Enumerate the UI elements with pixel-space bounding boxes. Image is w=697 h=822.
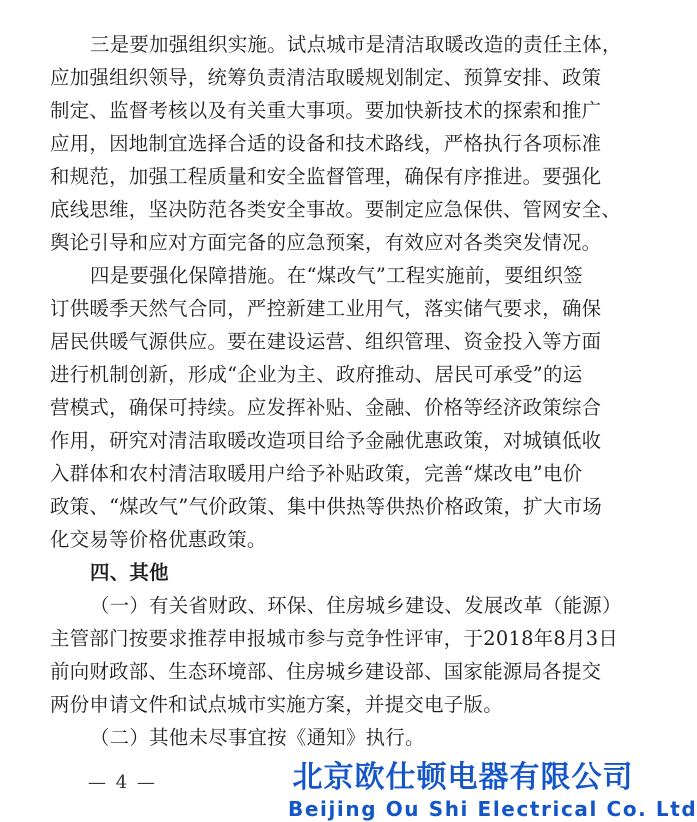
paragraph-line: 化交易等价格优惠政策。 [50, 528, 267, 551]
section-heading: 四、其他 [90, 561, 169, 584]
page-number: — 4 — [88, 772, 157, 793]
paragraph-line: 应用，因地制宜选择合适的设备和技术路线，严格执行各项标准 [50, 132, 602, 155]
paragraph-line: 四是要强化保障措施。在“煤改气”工程实施前，要组织签 [90, 264, 583, 287]
paragraph-line: 和规范，加强工程质量和安全监督管理，确保有序推进。要强化 [50, 165, 602, 188]
watermark-company-name-cn: 北京欧仕顿电器有限公司 [292, 760, 634, 795]
paragraph-line: 制定、监督考核以及有关重大事项。要加快新技术的探索和推广 [50, 99, 602, 122]
paragraph-line: 订供暖季天然气合同，严控新建工业用气，落实储气要求，确保 [50, 297, 602, 320]
paragraph-line: 主管部门按要求推荐申报城市参与竞争性评审，于2018年8月3日 [50, 627, 619, 650]
company-watermark [288, 760, 697, 822]
paragraph-line: 进行机制创新，形成“企业为主、政府推动、居民可承受”的运 [50, 363, 583, 386]
paragraph-line: 政策、“煤改气”气价政策、集中供热等供热价格政策，扩大市场 [50, 495, 603, 518]
paragraph-line: 作用，研究对清洁取暖改造项目给予金融优惠政策，对城镇低收 [50, 429, 602, 452]
paragraph-line: 入群体和农村清洁取暖用户给予补贴政策，完善“煤改电”电价 [50, 462, 583, 485]
paragraph-line: （一）有关省财政、环保、住房城乡建设、发展改革（能源） [90, 594, 622, 617]
paragraph-line: 前向财政部、生态环境部、住房城乡建设部、国家能源局各提交 [50, 660, 602, 683]
paragraph-line: 居民供暖气源供应。要在建设运营、组织管理、资金投入等方面 [50, 330, 602, 353]
paragraph-line: 底线思维，坚决防范各类安全事故。要制定应急保供、管网安全、 [50, 198, 622, 221]
paragraph-line: 营模式，确保可持续。应发挥补贴、金融、价格等经济政策综合 [50, 396, 602, 419]
paragraph-line: 两份申请文件和试点城市实施方案，并提交电子版。 [50, 693, 503, 716]
paragraph-line: 三是要加强组织实施。试点城市是清洁取暖改造的责任主体， [90, 33, 622, 56]
item-two: （二）其他未尽事宜按《通知》执行。 [90, 726, 425, 749]
paragraph-line: 舆论引导和应对方面完备的应急预案，有效应对各类突发情况。 [50, 231, 602, 254]
watermark-company-name-en: Beijing Ou Shi Electrical Co. Ltd [288, 797, 697, 821]
paragraph-line: 应加强组织领导，统筹负责清洁取暖规划制定、预算安排、政策 [50, 66, 602, 89]
